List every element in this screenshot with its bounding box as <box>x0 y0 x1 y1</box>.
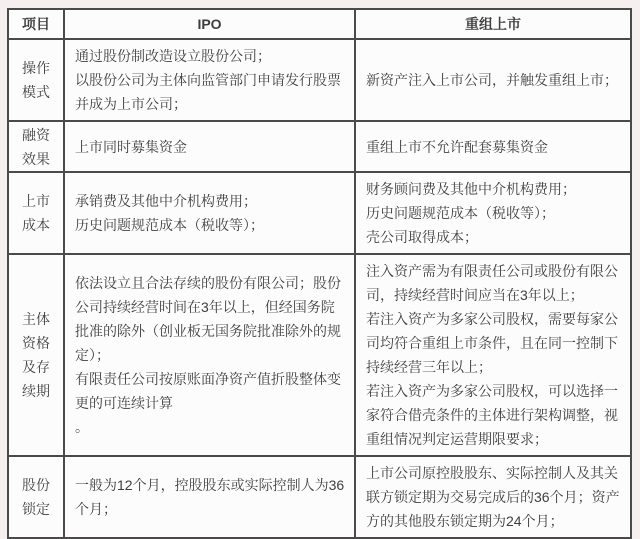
table-row-listing-cost <box>8 172 631 254</box>
cell-paragraph: 承销费及其他中介机构费用； <box>75 193 257 209</box>
cell-subject-qualification-relisting <box>355 254 631 456</box>
cell-paragraph: 通过股份制改造设立股份公司； <box>75 48 271 64</box>
table-row-operation-mode <box>8 39 631 121</box>
cell-paragraph: 历史问题规范成本（税收等）； <box>366 205 555 221</box>
cell-paragraph: 新资产注入上市公司，并触发重组上市； <box>366 72 618 88</box>
row-label-listing-cost: 上市成本 <box>8 172 64 254</box>
cell-paragraph: 财务顾问费及其他中介机构费用； <box>366 181 576 197</box>
header-cell-relisting: 重组上市 <box>355 9 631 39</box>
cell-subject-qualification-ipo <box>64 254 355 456</box>
header-row <box>8 9 631 39</box>
row-label-share-lockup: 股份锁定 <box>8 456 64 538</box>
table-row-financing-effect <box>8 121 631 172</box>
cell-paragraph: 壳公司取得成本； <box>366 229 478 245</box>
cell-financing-effect-relisting <box>355 121 631 172</box>
cell-operation-mode-ipo <box>64 39 355 121</box>
cell-listing-cost-relisting <box>355 172 631 254</box>
cell-paragraph: 以股份公司为主体向监管部门申请发行股票并成为上市公司； <box>75 72 341 112</box>
header-cell-ipo: IPO <box>64 9 355 39</box>
cell-paragraph: 注入资产需为有限责任公司或股份有限公司，持续经营时间应当在3年以上； <box>366 263 618 303</box>
cell-paragraph: 若注入资产为多家公司股权，可以选择一家符合借壳条件的主体进行架构调整，视重组情况判定运营期限要求； <box>366 383 618 447</box>
cell-paragraph: 有限责任公司按原账面净资产值折股整体变更的可连续计算 <box>75 371 341 411</box>
cell-share-lockup-relisting <box>355 456 631 538</box>
cell-paragraph: 历史问题规范成本（税收等）； <box>75 217 264 233</box>
cell-share-lockup-ipo <box>64 456 355 538</box>
row-label-operation-mode: 操作模式 <box>8 39 64 121</box>
cell-operation-mode-relisting <box>355 39 631 121</box>
table-row-share-lockup <box>8 456 631 538</box>
cell-paragraph: 若注入资产为多家公司股权，需要每家公司均符合重组上市条件，且在同一控制下持续经营三年以上； <box>366 311 618 375</box>
header-cell-item: 项目 <box>8 9 64 39</box>
cell-paragraph: 。 <box>75 419 89 435</box>
table-row-subject-qualification <box>8 254 631 456</box>
ipo-vs-relisting-comparison-table <box>7 8 632 539</box>
cell-paragraph: 上市同时募集资金 <box>75 138 187 155</box>
cell-financing-effect-ipo <box>64 121 355 172</box>
cell-paragraph: 依法设立且合法存续的股份有限公司；股份公司持续经营时间在3年以上，但经国务院批准的除外（创业板无国务院批准除外的规定）； <box>75 275 341 363</box>
cell-paragraph: 上市公司原控股股东、实际控制人及其关联方锁定期为交易完成后的36个月；资产方的其他股东锁定期为24个月； <box>366 465 620 529</box>
cell-paragraph: 重组上市不允许配套募集资金 <box>366 138 548 155</box>
cell-listing-cost-ipo <box>64 172 355 254</box>
cell-paragraph: 一般为12个月，控股股东或实际控制人为36个月； <box>75 477 345 517</box>
row-label-subject-qualification: 主体资格及存续期 <box>8 254 64 456</box>
row-label-financing-effect: 融资效果 <box>8 121 64 172</box>
